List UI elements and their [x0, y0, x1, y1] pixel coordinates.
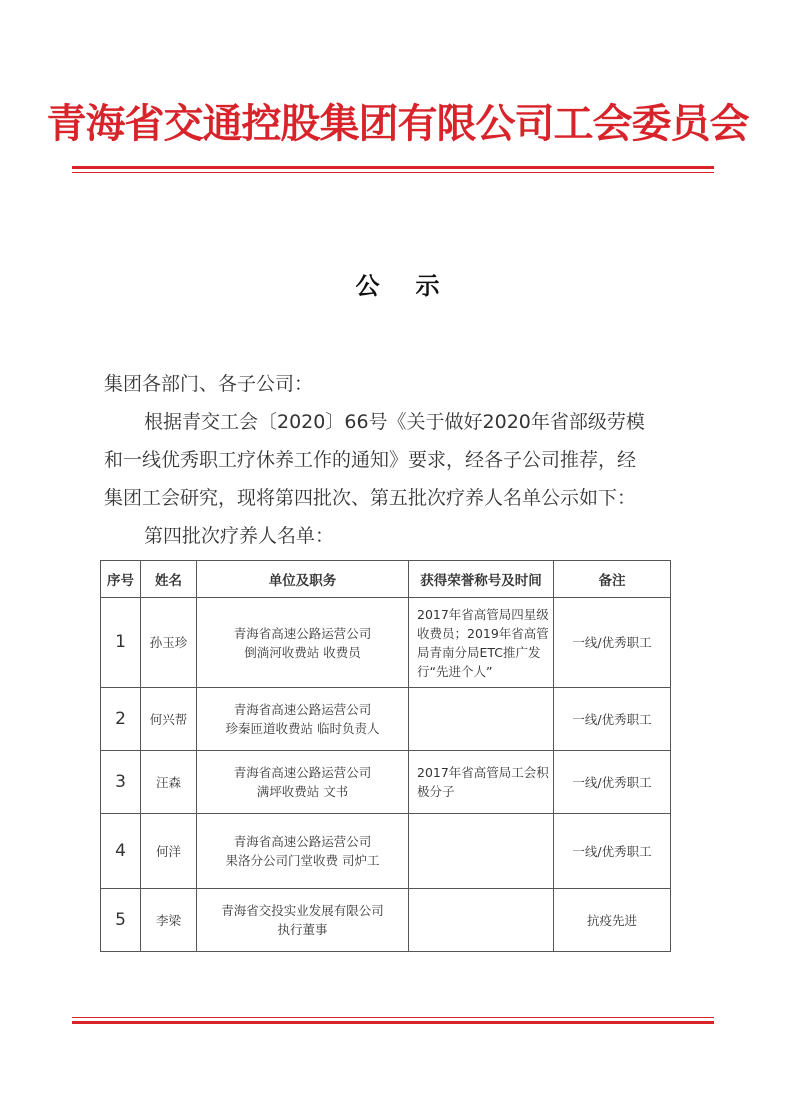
- row-unit: [197, 814, 409, 889]
- row-name: 李梁: [141, 889, 197, 952]
- list-heading: 第四批次疗养人名单：: [144, 525, 335, 547]
- table-row: [101, 598, 671, 688]
- header-honor: 获得荣誉称号及时间: [409, 561, 554, 598]
- table-row: [101, 814, 671, 889]
- row-name: 何兴帮: [141, 688, 197, 751]
- row-remark: 一线/优秀职工: [554, 814, 671, 889]
- table-header-row: [101, 561, 671, 598]
- header-name: 姓名: [141, 561, 197, 598]
- row-unit: [197, 688, 409, 751]
- unit-line: 珍秦匝道收费站 临时负责人: [225, 721, 380, 736]
- letterhead-rule-thick: [72, 166, 714, 169]
- notice-title-left: 公: [355, 271, 380, 300]
- row-name: 汪森: [141, 751, 197, 814]
- unit-line: 果洛分公司门堂收费 司炉工: [225, 853, 380, 868]
- row-name: 孙玉珍: [141, 598, 197, 688]
- honor-line: 收费员；2019年省高管: [417, 625, 549, 641]
- row-no: 5: [101, 889, 141, 952]
- table-row: [101, 688, 671, 751]
- paragraph-line-3: 集团工会研究，现将第四批次、第五批次疗养人名单公示如下：: [104, 487, 637, 509]
- notice-title: [0, 266, 795, 301]
- row-honor: [409, 598, 554, 688]
- header-unit: 单位及职务: [197, 561, 409, 598]
- row-unit: [197, 598, 409, 688]
- unit-line: 满坪收费站 文书: [256, 784, 349, 799]
- paragraph-line-2: 和一线优秀职工疗休养工作的通知》要求，经各子公司推荐，经: [104, 449, 637, 471]
- row-honor: [409, 814, 554, 889]
- salutation: 集团各部门、各子公司：: [104, 373, 314, 395]
- row-honor: [409, 889, 554, 952]
- row-name: 何洋: [141, 814, 197, 889]
- table-row: [101, 751, 671, 814]
- row-unit: [197, 889, 409, 952]
- honor-line: 2017年省高管局四星级: [417, 606, 549, 622]
- row-honor: [409, 751, 554, 814]
- honor-line: 极分子: [417, 784, 455, 799]
- notice-title-right: 示: [415, 271, 440, 300]
- header-remark: 备注: [554, 561, 671, 598]
- row-no: 1: [101, 598, 141, 688]
- row-no: 3: [101, 751, 141, 814]
- row-remark: 一线/优秀职工: [554, 688, 671, 751]
- header-no: 序号: [101, 561, 141, 598]
- honor-line: 局青南分局ETC推广发: [417, 644, 541, 660]
- unit-line: 青海省高速公路运营公司: [233, 834, 372, 849]
- row-remark: 一线/优秀职工: [554, 751, 671, 814]
- table-row: [101, 889, 671, 952]
- recuperation-list-table: [100, 560, 671, 952]
- honor-line: 行“先进个人”: [417, 663, 493, 679]
- unit-line: 青海省高速公路运营公司: [233, 702, 372, 717]
- unit-line: 青海省交投实业发展有限公司: [221, 903, 384, 918]
- unit-line: 青海省高速公路运营公司: [233, 765, 372, 780]
- row-unit: [197, 751, 409, 814]
- letterhead-rule-thin: [72, 172, 714, 173]
- footer-rule-thick: [72, 1021, 714, 1024]
- unit-line: 倒淌河收费站 收费员: [244, 644, 361, 660]
- paragraph-line-1: 根据青交工会〔2020〕66号《关于做好2020年省部级劳模: [144, 411, 645, 433]
- unit-line: 执行董事: [277, 922, 328, 937]
- footer-rule-thin: [72, 1017, 714, 1018]
- row-honor: [409, 688, 554, 751]
- unit-line: 青海省高速公路运营公司: [233, 625, 372, 641]
- row-no: 2: [101, 688, 141, 751]
- row-remark: 一线/优秀职工: [554, 598, 671, 688]
- row-remark: 抗疫先进: [554, 889, 671, 952]
- row-no: 4: [101, 814, 141, 889]
- letterhead-title: 青海省交通控股集团有限公司工会委员会: [46, 100, 749, 147]
- honor-line: 2017年省高管局工会积: [417, 765, 549, 780]
